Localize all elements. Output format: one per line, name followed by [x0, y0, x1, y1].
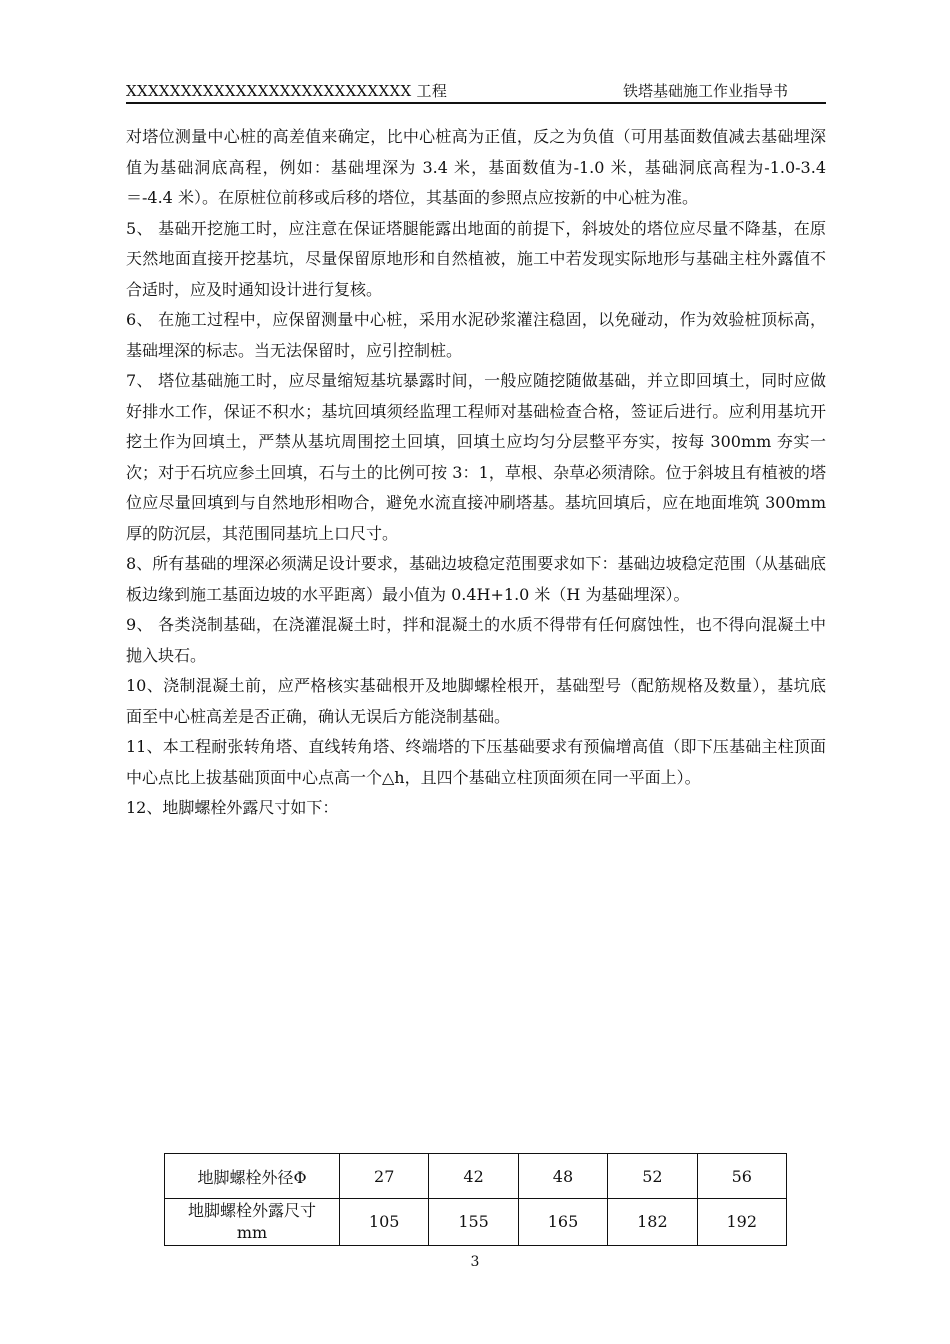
paragraph-item-5: 5、 基础开挖施工时，应注意在保证塔腿能露出地面的前提下，斜坡处的塔位应尽量不降基，在原天然地面直接开挖基坑，尽量保留原地形和自然植被，施工中若发现实际地形与基础主柱外露值不合适时，应及时通知设计进行复核。: [126, 218, 826, 299]
page-number: 3: [470, 1254, 480, 1270]
paragraph-base-elevation: 对塔位测量中心桩的高差值来确定，比中心桩高为正值，反之为负值（可用基面数值减去基础埋深值为基础洞底高程，例如：基础埋深为 3.4 米，基面数值为-1.0 米，基础洞底高程为-1.0-3.4＝-4.4 米）。在原桩位前移或后移的塔位，其基面的参照点应按新的中心桩为准。: [126, 127, 826, 207]
row-label-line-1: 地脚螺栓外露尺寸: [187, 1201, 316, 1220]
paragraph-item-11: 11、本工程耐张转角塔、直线转角塔、终端塔的下压基础要求有预偏增高值（即下压基础主柱顶面中心点比上拔基础顶面中心点高一个△h，且四个基础立柱顶面须在同一平面上）。: [126, 737, 826, 787]
paragraph-item-12: 12、地脚螺栓外露尺寸如下：: [126, 798, 339, 817]
table-cell: 27: [340, 1154, 429, 1199]
table-cell: 165: [518, 1199, 607, 1246]
table-cell: 192: [697, 1199, 786, 1246]
table-row-exposed-length: [165, 1199, 787, 1246]
paragraph-item-6: 6、 在施工过程中，应保留测量中心桩，采用水泥砂浆灌注稳固，以免碰动，作为效验桩顶标高，基础埋深的标志。当无法保留时，应引控制桩。: [126, 310, 826, 360]
paragraph-item-9: 9、 各类浇制基础，在浇灌混凝土时，拌和混凝土的水质不得带有任何腐蚀性，也不得向混凝土中抛入块石。: [126, 615, 826, 665]
table-row-diameter: [165, 1154, 787, 1199]
table-cell: 182: [608, 1199, 697, 1246]
paragraph-item-8: 8、所有基础的埋深必须满足设计要求，基础边坡稳定范围要求如下：基础边坡稳定范围（从基础底板边缘到施工基面边坡的水平距离）最小值为 0.4H+1.0 米（H 为基础埋深）。: [126, 554, 826, 604]
row-label-diameter: 地脚螺栓外径Φ: [165, 1154, 340, 1199]
header-document-title: 铁塔基础施工作业指导书: [622, 82, 788, 100]
paragraph-item-7: 7、 塔位基础施工时，应尽量缩短基坑暴露时间，一般应随挖随做基础，并立即回填土，同时应做好排水工作，保证不积水；基坑回填须经监理工程师对基础检查合格，签证后进行。应利用基坑开挖土作为回填土，严禁从基坑周围挖土回填，回填土应均匀分层整平夯实，按每 300mm 夯实一次；对于石坑应参土回填，石与土的比例可按 3：1，草根、杂草必须清除。位于斜坡且有植被的塔位应尽量回填到与自然地形相吻合，避免水流直接冲刷塔基。基坑回填后，应在地面堆筑 300mm 厚的防沉层，其范围同基坑上口尺寸。: [126, 371, 826, 543]
table-cell: 48: [518, 1154, 607, 1199]
header-divider: [126, 102, 826, 104]
page-header: [126, 78, 824, 102]
paragraph-item-10: 10、浇制混凝土前，应严格核实基础根开及地脚螺栓根开，基础型号（配筋规格及数量），基坑底面至中心桩高差是否正确，确认无误后方能浇制基础。: [126, 676, 826, 726]
table-cell: 56: [697, 1154, 786, 1199]
table-cell: 52: [608, 1154, 697, 1199]
header-project-name: XXXXXXXXXXXXXXXXXXXXXXXXXX 工程: [126, 82, 448, 100]
table-cell: 105: [340, 1199, 429, 1246]
table-cell: 42: [429, 1154, 518, 1199]
table-cell: 155: [429, 1199, 518, 1246]
row-label-unit: mm: [236, 1223, 268, 1242]
anchor-bolt-table: [164, 1153, 787, 1246]
document-body: [126, 122, 826, 824]
row-label-exposed-length: [165, 1199, 340, 1246]
